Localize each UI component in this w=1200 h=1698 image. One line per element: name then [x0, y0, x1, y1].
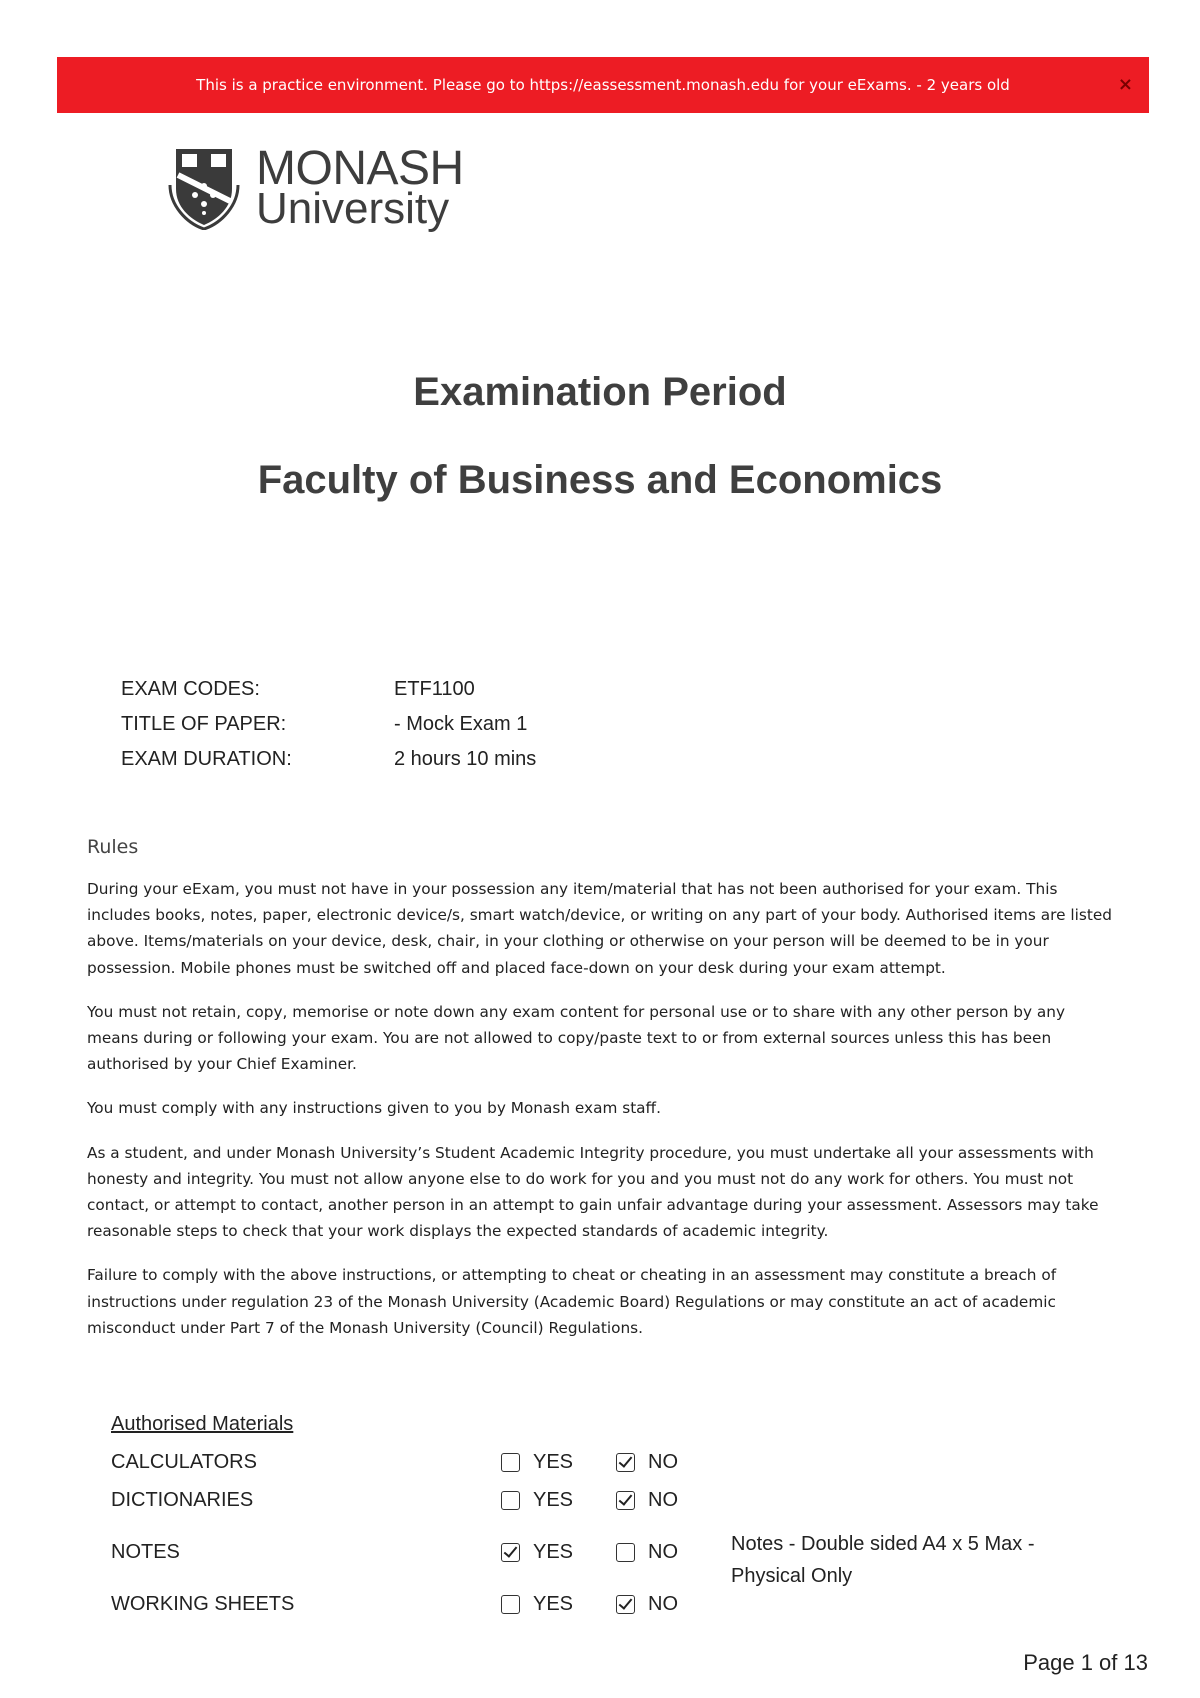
exam-info-row — [121, 748, 721, 783]
title-of-paper-value: - Mock Exam 1 — [394, 713, 528, 735]
option-no — [616, 1541, 678, 1564]
monash-crest-icon — [168, 145, 240, 230]
exam-codes-label: EXAM CODES: — [121, 678, 260, 700]
logo-text-university: University — [256, 184, 450, 233]
no-label: NO — [648, 1451, 678, 1473]
rules-paragraph: Failure to comply with the above instructions, or attempting to cheat or cheating in an assessment may constitute a breach of instructions under regulation 23 of the Monash University (Academic Board) Regulations or may constitute an act of academic misconduct under Part 7 of the Monash University (Council) Regulations. — [87, 1266, 1057, 1337]
rules-paragraph: During your eExam, you must not have in your possession any item/material that has not been authorised for your exam. This includes books, notes, paper, electronic device/s, smart watch/device, or writing on any part of your body. Authorised items are listed above. Items/materials on your device, desk, chair, in your clothing or otherwise on your person will be deemed to be in your possession. Mobile phones must be switched off and placed face-down on your desk during your exam attempt. — [87, 880, 1112, 977]
checkbox-no[interactable] — [616, 1543, 635, 1562]
checkbox-no[interactable] — [616, 1453, 635, 1472]
option-no — [616, 1593, 678, 1616]
no-label: NO — [648, 1593, 678, 1615]
materials-notes: Notes - Double sided A4 x 5 Max - Physical Only — [731, 1533, 1035, 1587]
exam-info-row — [121, 713, 721, 748]
logo-text-monash: MONASH — [256, 142, 464, 195]
exam-duration-value: 2 hours 10 mins — [394, 748, 537, 770]
examination-period-heading: Examination Period — [413, 370, 787, 414]
rules-body — [87, 876, 1117, 1359]
yes-label: YES — [533, 1593, 574, 1615]
practice-environment-banner — [57, 57, 1149, 113]
page-number: Page 1 of 13 — [1023, 1650, 1148, 1675]
exam-duration-label: EXAM DURATION: — [121, 748, 292, 770]
monash-logo — [168, 142, 468, 235]
title-of-paper-label: TITLE OF PAPER: — [121, 713, 287, 735]
exam-info — [121, 678, 721, 783]
checkbox-yes[interactable] — [501, 1595, 520, 1614]
material-name: CALCULATORS — [111, 1451, 257, 1473]
checkbox-yes[interactable] — [501, 1543, 520, 1562]
yes-label: YES — [533, 1541, 574, 1563]
checkbox-yes[interactable] — [501, 1453, 520, 1472]
yes-label: YES — [533, 1489, 574, 1511]
option-no — [616, 1489, 678, 1512]
option-yes — [501, 1489, 573, 1512]
rules-paragraph: As a student, and under Monash University’s Student Academic Integrity procedure, you must undertake all your assessments with honesty and integrity. You must not allow anyone else to do work for you and you must not do any work for others. You must not contact, or attempt to contact, another person in an attempt to gain unfair advantage during your assessment. Assessors may take reasonable steps to check that your work displays the expected standards of academic integrity. — [87, 1143, 1099, 1241]
no-label: NO — [648, 1489, 678, 1511]
exam-info-row — [121, 678, 721, 713]
no-label: NO — [648, 1541, 678, 1563]
checkbox-no[interactable] — [616, 1595, 635, 1614]
material-row-working-sheets — [111, 1593, 1111, 1623]
yes-label: YES — [533, 1451, 574, 1473]
authorised-materials-title: Authorised Materials — [111, 1413, 294, 1435]
rules-title: Rules — [87, 836, 139, 858]
option-yes — [501, 1451, 573, 1474]
exam-codes-value: ETF1100 — [394, 678, 475, 700]
rules-paragraph: You must not retain, copy, memorise or note down any exam content for personal use or to share with any other person by any means during or following your exam. You are not allowed to copy/paste text to or from external sources unless this has been authorised by your Chief Examiner. — [87, 1002, 1066, 1074]
option-yes — [501, 1541, 573, 1564]
rules-paragraph: You must comply with any instructions given to you by Monash exam staff. — [87, 1099, 661, 1118]
material-row-dictionaries — [111, 1489, 1111, 1519]
close-icon[interactable]: × — [1117, 74, 1133, 95]
material-name: NOTES — [111, 1541, 180, 1563]
material-row-calculators — [111, 1451, 1111, 1481]
option-yes — [501, 1593, 573, 1616]
banner-text: This is a practice environment. Please go to https://eassessment.monash.edu for your eExams. - 2 years old — [196, 76, 1010, 94]
material-name: DICTIONARIES — [111, 1489, 254, 1511]
option-no — [616, 1451, 678, 1474]
faculty-heading: Faculty of Business and Economics — [257, 458, 943, 502]
checkbox-yes[interactable] — [501, 1491, 520, 1510]
material-name: WORKING SHEETS — [111, 1593, 295, 1615]
checkbox-no[interactable] — [616, 1491, 635, 1510]
